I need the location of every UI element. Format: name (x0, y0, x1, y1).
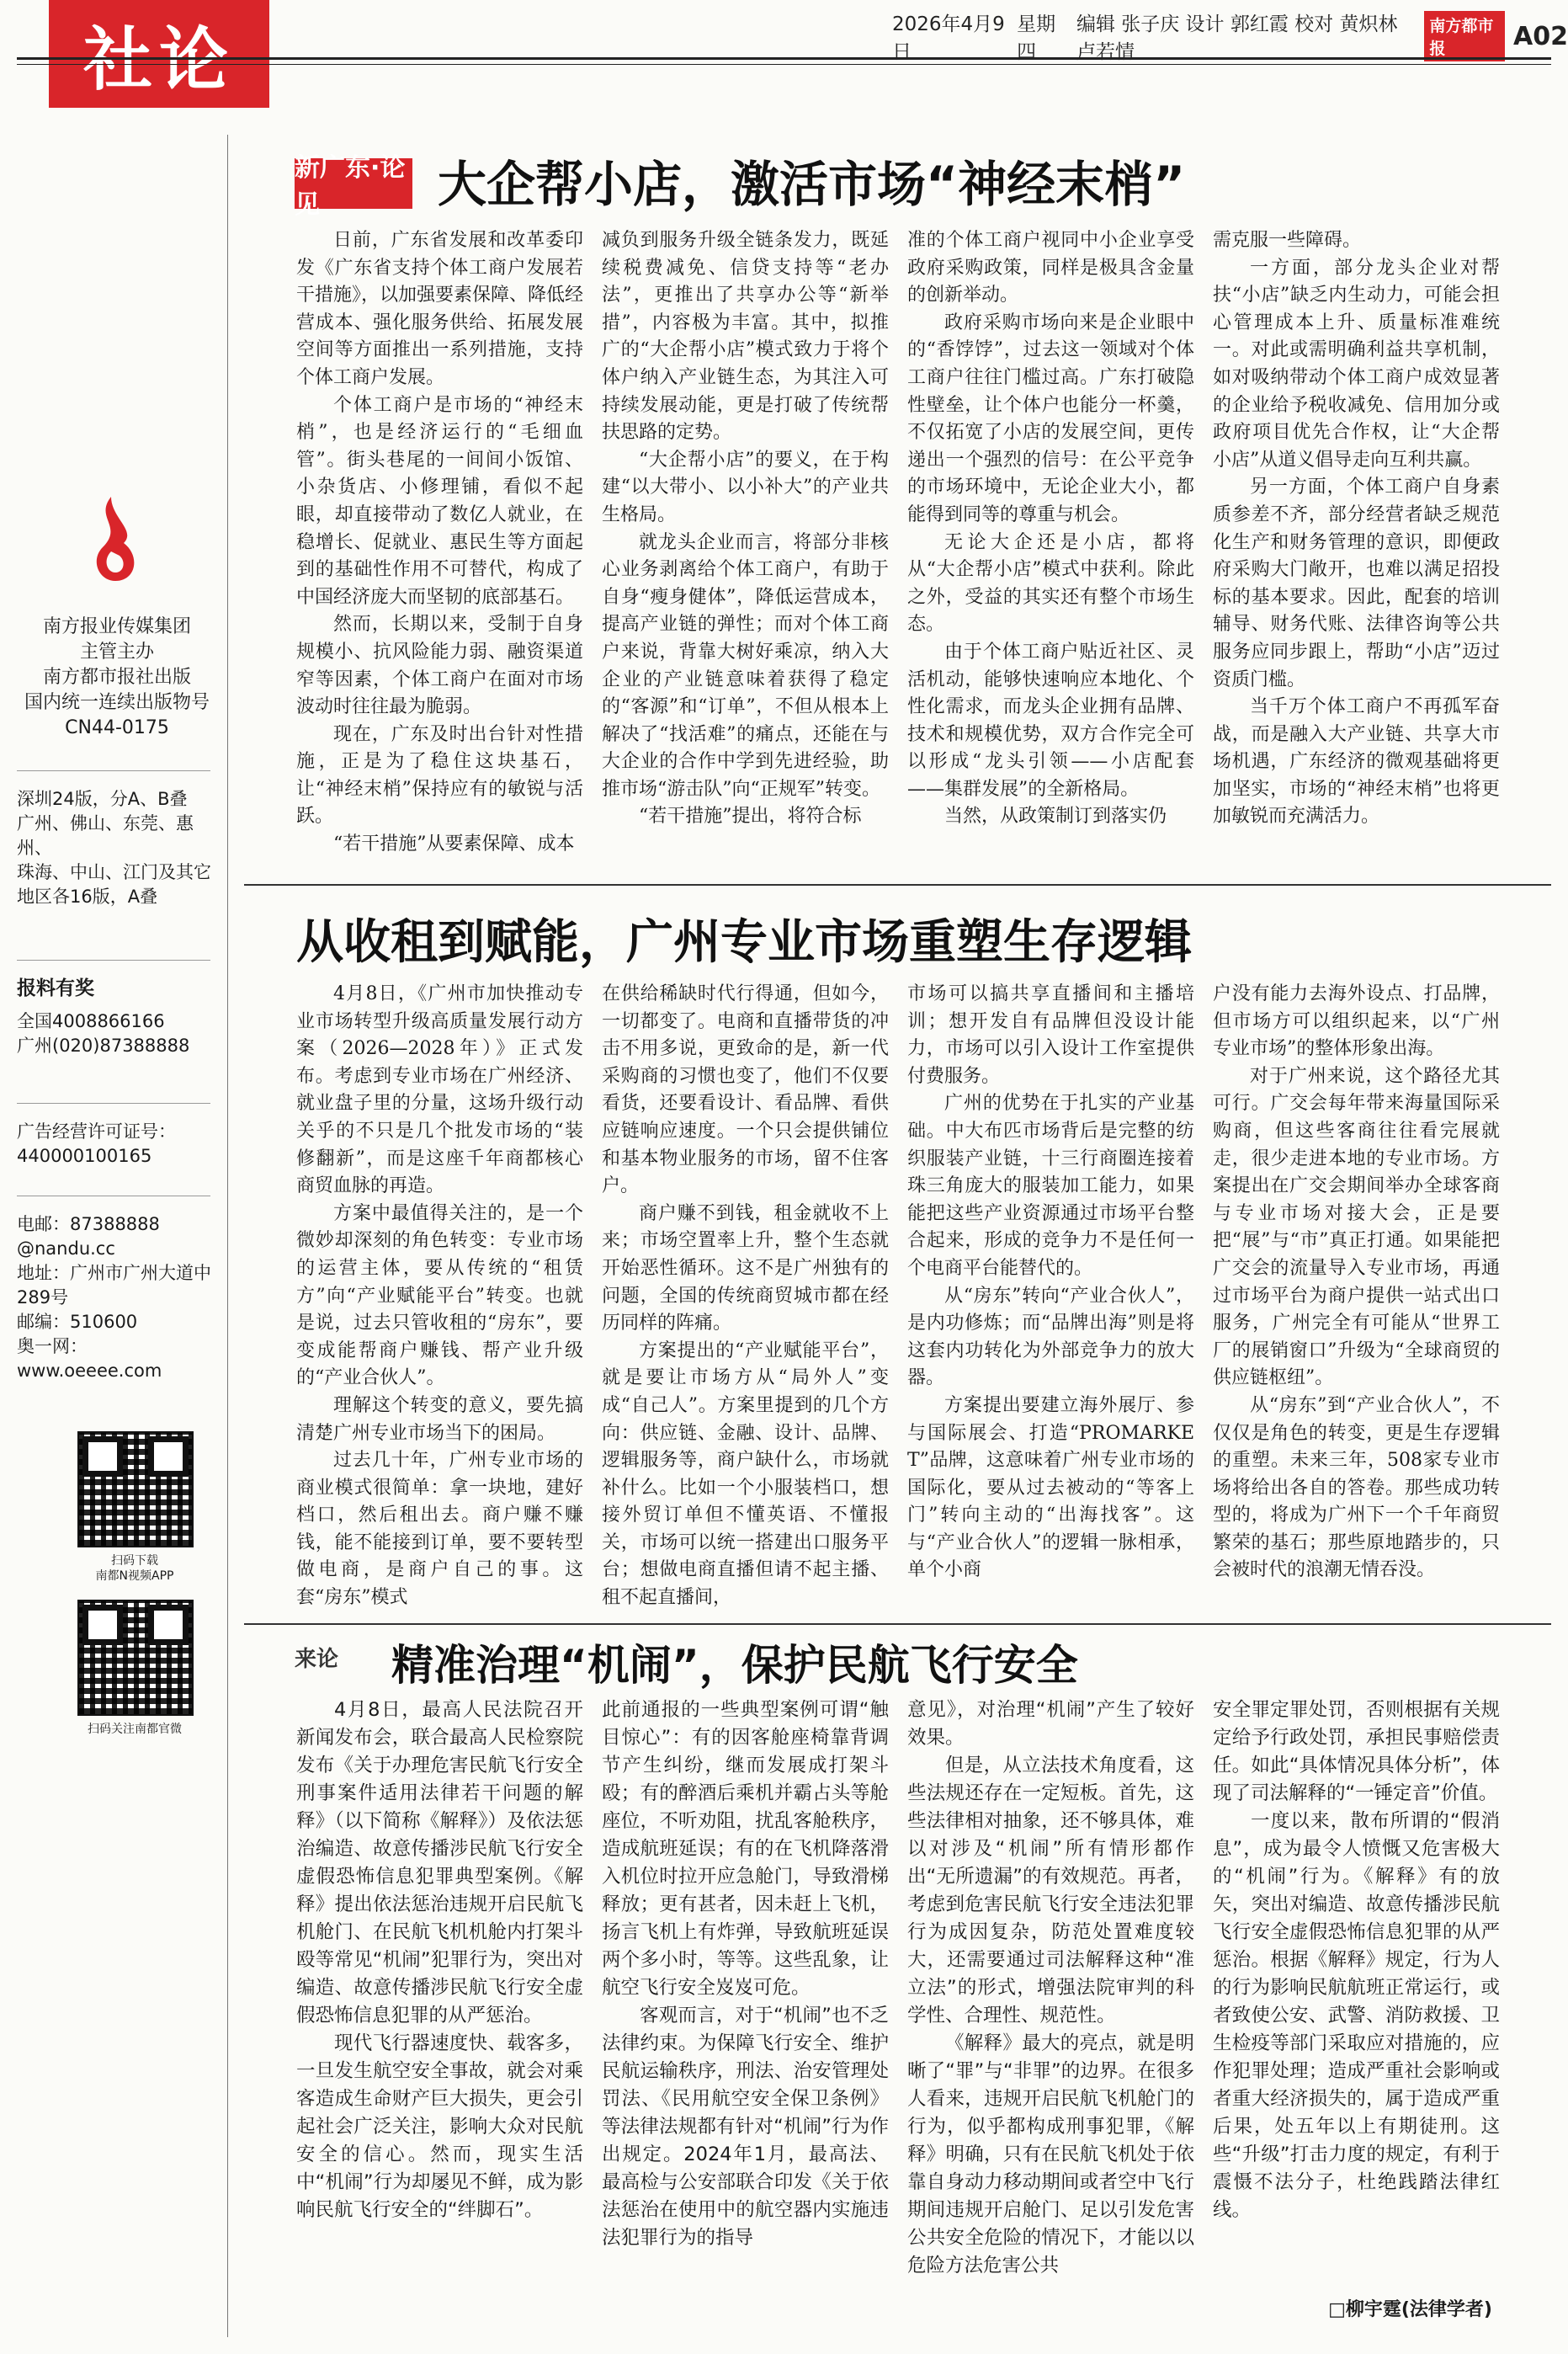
paragraph: “若干措施”从要素保障、成本 (333, 833, 575, 855)
article-column (296, 1696, 583, 2286)
publisher-line: 南方都市报社出版 (42, 667, 191, 688)
edition-line: 地区各16版，A叠 (17, 887, 158, 907)
contact-info (17, 1212, 219, 1383)
article-column (907, 1696, 1194, 2286)
contact-line: 电邮：87388888 (17, 1214, 160, 1234)
paragraph: 方案中最值得关注的，是一个微妙却深刻的角色转变：专业市场的运营主体，要从传统的“租赁方”向“产业赋能平台”转变。也就是说，过去只管收租的“房东”，要变成能帮商户赚钱、帮产业升级的“产业合伙人”。 (296, 1202, 583, 1389)
paragraph: 现在，广东及时出台针对性措施，正是为了稳住这块基石，让“神经末梢”保持应有的敏锐与活跃。 (296, 723, 583, 828)
paragraph: 无论大企还是小店，都将从“大企帮小店”模式中获利。除此之外，受益的其实还有整个市场生态。 (907, 531, 1194, 636)
report-line: 全国4008866166 (17, 1011, 165, 1031)
article-column (907, 227, 1194, 867)
article-title: 大企帮小店，激活市场“神经末梢” (438, 156, 1186, 213)
publisher-line: CN44-0175 (65, 717, 169, 738)
qr-caption (63, 1722, 206, 1737)
contact-line: www.oeeee.com (17, 1361, 162, 1381)
column-label: 来论 (295, 1647, 339, 1672)
paragraph: 《解释》最大的亮点，就是明晰了“罪”与“非罪”的边界。在很多人看来，违规开启民航飞机舱门的行为，似乎都构成刑事犯罪，《解释》明确，只有在民航飞机处于依靠自身动力移动期间或者空中飞行期间违规开启舱门、足以引发危害公共安全危险的情况下，才能以以危险方法危害公共 (907, 2032, 1194, 2277)
qr-caption-line: 扫码关注南都官微 (88, 1723, 182, 1736)
column-badge: 新广东·论见 (295, 158, 412, 209)
article-title: 精准治理“机闹”，保护民航飞行安全 (391, 1641, 1078, 1690)
article-body (296, 1696, 1500, 2286)
paragraph: 理解这个转变的意义，要先搞清楚广州专业市场当下的困局。 (296, 1394, 583, 1444)
report-title: 报料有奖 (17, 977, 94, 999)
article-divider (244, 884, 1551, 886)
edition-info (17, 787, 219, 909)
article-column (1213, 1696, 1500, 2286)
qr-caption-line: 扫码下载 (111, 1554, 158, 1568)
paragraph: 此前通报的一些典型案例可谓“触目惊心”：有的因客舱座椅靠背调节产生纠纷，继而发展成打架斗殴；有的醉酒后乘机并霸占头等舱座位，不听劝阻，扰乱客舱秩序，造成航班延误；有的在飞机降落滑入机位时拉开应急舱门，导致滑梯释放；更有甚者，因未赶上飞机，扬言飞机上有炸弹，导致航班延误两个多小时，等等。这些乱象，让航空飞行安全岌岌可危。 (602, 1699, 889, 1999)
paragraph: 现代飞行器速度快、载客多，一旦发生航空安全事故，就会对乘客造成生命财产巨大损失，更会引起社会广泛关注，影响大众对民航安全的信心。然而，现实生活中“机闹”行为却屡见不鲜，成为影响民航飞行安全的“绊脚石”。 (296, 2032, 583, 2221)
qr-code-app[interactable] (77, 1431, 194, 1547)
sidebar-vertical-rule (227, 135, 228, 2337)
sidebar-divider (17, 1103, 210, 1104)
paragraph: 准的个体工商户视同中小企业享受政府采购政策，同样是极具含金量的创新举动。 (907, 230, 1194, 306)
paragraph: 减负到服务升级全链条发力，既延续税费减免、信贷支持等“老办法”，更推出了共享办公等“新举措”，内容极为丰富。其中，拟推广的“大企帮小店”模式致力于将个体户纳入产业链生态，为其注入可持续发展动能，更是打破了传统帮扶思路的定势。 (602, 230, 889, 444)
contact-line: @nandu.cc (17, 1238, 115, 1259)
paragraph: 另一方面，个体工商户自身素质参差不齐，部分经营者缺乏规范化生产和财务管理的意识，即便政府采购大门敞开，也难以满足招投标的基本要求。因此，配套的培训辅导、财务代账、法律咨询等公共服务应同步跟上，帮助“小店”迈过资质门槛。 (1213, 477, 1500, 690)
paragraph: 当然，从政策制订到落实仍 (944, 806, 1167, 828)
publisher-line: 南方报业传媒集团 (42, 616, 191, 637)
paragraph: 一方面，部分龙头企业对帮扶“小店”缺乏内生动力，可能会担心管理成本上升、质量标准难统一。对此或需明确利益共享机制，如对吸纳带动个体工商户成效显著的企业给予税收减免、信用加分或政府项目优先合作权，让“大企帮小店”从道义倡导走向互利共赢。 (1213, 257, 1500, 471)
paragraph: 政府采购市场向来是企业眼中的“香饽饽”，过去这一领域对个体工商户往往门槛过高。广东打破隐性壁垒，让个体户也能分一杯羹，不仅拓宽了小店的发展空间，更传递出一个强烈的信号：在公平竞争的市场环境中，无论企业大小，都能得到同等的尊重与机会。 (907, 312, 1194, 525)
issue-date: 2026年4月9日 (892, 13, 1005, 63)
paragraph: 一度以来，散布所谓的“假消息”，成为最令人愤慨又危害极大的“机闹”行为。《解释》有的放矢，突出对编造、故意传播涉民航飞行安全虚假恐怖信息犯罪的从严惩治。根据《解释》规定，行为人的行为影响民航航班正常运行，或者致使公安、武警、消防救援、卫生检疫等部门采取应对措施的，应作犯罪处理；造成严重社会影响或者重大经济损失的，属于造成严重后果，处五年以上有期徒刑。这些“升级”打击力度的规定，有利于震慑不法分子，杜绝践踏法律红线。 (1213, 1810, 1500, 2221)
header-rule-thin (17, 64, 1551, 65)
paragraph: 需克服一些障碍。 (1213, 230, 1362, 251)
article-body (296, 227, 1500, 867)
edition-line: 广州、佛山、东莞、惠州、 (17, 813, 194, 858)
paragraph: 从“房东”转向“产业合伙人”，是内功修炼；而“品牌出海”则是将这套内功转化为外部竞争力的放大器。 (907, 1285, 1194, 1389)
newspaper-brand: 南方都市报 (1424, 11, 1505, 61)
paragraph: “大企帮小店”的要义，在于构建“以大带小、以小补大”的产业共生格局。 (602, 449, 889, 525)
page-header-bar (892, 13, 1568, 63)
article-column (1213, 981, 1500, 1608)
article-title: 从收租到赋能，广州专业市场重塑生存逻辑 (296, 915, 1192, 970)
paragraph: 4月8日，最高人民法院召开新闻发布会，联合最高人民检察院发布《关于办理危害民航飞行安全刑事案件适用法律若干问题的解释》（以下简称《解释》）及依法惩治编造、故意传播涉民航飞行安全虚假恐怖信息犯罪典型案例。《解释》提出依法惩治违规开启民航飞机舱门、在民航飞机机舱内打架斗殴等常见“机闹”犯罪行为，突出对编造、故意传播涉民航飞行安全虚假恐怖信息犯罪的从严惩治。 (296, 1699, 583, 2026)
contact-line: 邮编：510600 (17, 1312, 138, 1332)
article-column (296, 981, 583, 1608)
paragraph: 日前，广东省发展和改革委印发《广东省支持个体工商户发展若干措施》，以加强要素保障、降低经营成本、强化服务供给、拓展发展空间等方面推出一系列措施，支持个体工商户发展。 (296, 230, 583, 388)
paragraph: 当千万个体工商户不再孤军奋战，而是融入大产业链、共享大市场机遇，广东经济的微观基础将更加坚实，市场的“神经末梢”也将更加敏锐而充满活力。 (1213, 696, 1500, 828)
edition-line: 珠海、中山、江门及其它 (17, 862, 211, 882)
article-divider (244, 1623, 1551, 1625)
article-column (1213, 227, 1500, 867)
paragraph: 商户赚不到钱，租金就收不上来；市场空置率上升，整个生态就开始恶性循环。这不是广州独有的问题，全国的传统商贸城市都在经历同样的阵痛。 (602, 1202, 889, 1334)
header-rule (17, 57, 1551, 60)
paragraph: 安全罪定罪处罚，否则根据有关规定给予行政处罚，承担民事赔偿责任。如此“具体情况具体分析”，体现了司法解释的“一锤定音”价值。 (1213, 1699, 1500, 1804)
license-line: 440000100165 (17, 1146, 152, 1166)
article-column (602, 981, 889, 1608)
paragraph: 客观而言，对于“机闹”也不乏法律约束。为保障飞行安全、维护民航运输秩序，刑法、治安管理处罚法、《民用航空安全保卫条例》等法律法规都有针对“机闹”行为作出规定。2024年1月，最高法、最高检与公安部联合印发《关于依法惩治在使用中的航空器内实施违法犯罪行为的指导 (602, 2005, 889, 2249)
paragraph: 就龙头企业而言，将部分非核心业务剥离给个体工商户，有助于自身“瘦身健体”，降低运营成本，提高产业链的弹性；而对个体工商户来说，背靠大树好乘凉，纳入大企业的产业链意味着获得了稳定的“客源”和“订单”，不但从根本上解决了“找活难”的痛点，还能在与大企业的合作中学到先进经验，助推市场“游击队”向“正规军”转变。 (602, 531, 889, 800)
paragraph: 方案提出的“产业赋能平台”，就是要让市场方从“局外人”变成“自己人”。方案里提到的几个方向：供应链、金融、设计、品牌、逻辑服务等，商户缺什么，市场就补什么。比如一个小服装档口，想接外贸订单但不懂英语、不懂报关，市场可以统一搭建出口服务平台；想做电商直播但请不起主播、租不起直播间， (602, 1339, 889, 1608)
paragraph: 意见》，对治理“机闹”产生了较好效果。 (907, 1699, 1194, 1749)
article-body (296, 981, 1500, 1608)
contact-line: 地址：广州市广州大道中 (17, 1263, 211, 1283)
paragraph: 由于个体工商户贴近社区、灵活机动，能够快速响应本地化、个性化需求，而龙头企业拥有品牌、技术和规模优势，双方合作完全可以形成“龙头引领——小店配套——集群发展”的全新格局。 (907, 641, 1194, 800)
paragraph: 个体工商户是市场的“神经末梢”，也是经济运行的“毛细血管”。街头巷尾的一间间小饭馆、小杂货店、小修理铺，看似不起眼，却直接带动了数亿人就业，在稳增长、促就业、惠民生等方面起到的基础性作用不可替代，构成了中国经济庞大而坚韧的底部基石。 (296, 394, 583, 608)
qr-caption (63, 1553, 206, 1584)
contact-line: 奥一网： (17, 1336, 88, 1356)
paragraph: 对于广州来说，这个路径尤其可行。广交会每年带来海量国际采购商，但这些客商往往看完展就走，很少走进本地的专业市场。方案提出在广交会期间举办全球客商与专业市场对接大会，正是要把“展”与“市”真正打通。如果能把广交会的流量导入专业市场，再通过市场平台为商户提供一站式出口服务，广州完全有可能从“世界工厂的展销窗口”升级为“全球商贸的供应链枢纽”。 (1213, 1065, 1500, 1389)
article-column (296, 227, 583, 867)
publisher-line: 主管主办 (79, 642, 154, 663)
qr-code-wechat[interactable] (77, 1600, 194, 1716)
paragraph: 户没有能力去海外设点、打品牌，但市场方可以组织起来，以“广州专业市场”的整体形象出海。 (1213, 983, 1500, 1060)
paragraph: “若干措施”提出，将符合标 (639, 806, 862, 828)
report-line: 广州(020)87388888 (17, 1036, 190, 1056)
paragraph: 4月8日，《广州市加快推动专业市场转型升级高质量发展行动方案（2026—2028年）》正式发布。考虑到专业市场在广州经济、就业盘子里的分量，这场升级行动关乎的不只是几个批发市场的“装修翻新”，而是这座千年商都核心商贸血脉的再造。 (296, 983, 583, 1197)
publisher-line: 国内统一连续出版物号 (24, 692, 210, 713)
article-column (602, 227, 889, 867)
license-line: 广告经营许可证号： (17, 1121, 176, 1142)
ad-license (17, 1120, 219, 1169)
qr-caption-line: 南都N视频APP (95, 1569, 174, 1583)
sidebar-divider (17, 960, 210, 961)
paragraph: 在供给稀缺时代行得通，但如今，一切都变了。电商和直播带货的冲击不用多说，更致命的是，新一代采购商的习惯也变了，他们不仅要看货，还要看设计、看品牌、看供应链响应速度。一个只会提供铺位和基本物业服务的市场，留不住客户。 (602, 983, 889, 1197)
paragraph: 市场可以搞共享直播间和主播培训；想开发自有品牌但没设计能力，市场可以引入设计工作室提供付费服务。 (907, 983, 1194, 1087)
report-hotline (17, 977, 219, 1058)
paragraph: 从“房东”到“产业合伙人”，不仅仅是角色的转变，更是生存逻辑的重塑。未来三年，508家专业市场将给出各自的答卷。那些成功转型的，将成为广州下一个千年商贸繁荣的基石；那些原地踏步的，只会被时代的浪潮无情吞没。 (1213, 1394, 1500, 1581)
sidebar-divider (17, 770, 210, 771)
article-column (907, 981, 1194, 1608)
paragraph: 方案提出要建立海外展厅、参与国际展会、打造“PROMARKET”品牌，这意味着广州专业市场的国际化，要从过去被动的“等客上门”转向主动的“出海找客”。这与“产业合伙人”的逻辑一脉相承，单个小商 (907, 1394, 1194, 1581)
flame-logo-icon (77, 493, 145, 585)
section-title: 社论 (49, 0, 269, 108)
article-column (602, 1696, 889, 2286)
paragraph: 但是，从立法技术角度看，这些法规还存在一定短板。首先，这些法律相对抽象，还不够具体，难以对涉及“机闹”所有情形都作出“无所遗漏”的有效规范。再者，考虑到危害民航飞行安全违法犯罪行为成因复杂，防范处置难度较大，还需要通过司法解释这种“准立法”的形式，增强法院审判的科学性、合理性、规范性。 (907, 1755, 1194, 2026)
author-byline: □柳宇霆(法律学者) (1328, 2299, 1492, 2320)
issue-weekday: 星期四 (1017, 13, 1056, 63)
edition-line: 深圳24版，分A、B叠 (17, 789, 188, 809)
page-number: A02 (1513, 21, 1568, 51)
editor-credits: 编辑 张子庆 设计 郭红霞 校对 黄炽林 卢若情 (1076, 13, 1398, 63)
contact-line: 289号 (17, 1287, 69, 1307)
publisher-info (17, 615, 217, 741)
paragraph: 过去几十年，广州专业市场的商业模式很简单：拿一块地，建好档口，然后租出去。商户赚不赚钱，能不能接到订单，要不要转型做电商，是商户自己的事。这套“房东”模式 (296, 1450, 583, 1608)
paragraph: 然而，长期以来，受制于自身规模小、抗风险能力弱、融资渠道窄等因素，个体工商户在面对市场波动时往往最为脆弱。 (296, 614, 583, 718)
paragraph: 广州的优势在于扎实的产业基础。中大布匹市场背后是完整的纺织服装产业链，十三行商圈连接着珠三角庞大的服装加工能力，如果能把这些产业资源通过市场平台整合起来，形成的竞争力不是任何一个电商平台能替代的。 (907, 1093, 1194, 1279)
